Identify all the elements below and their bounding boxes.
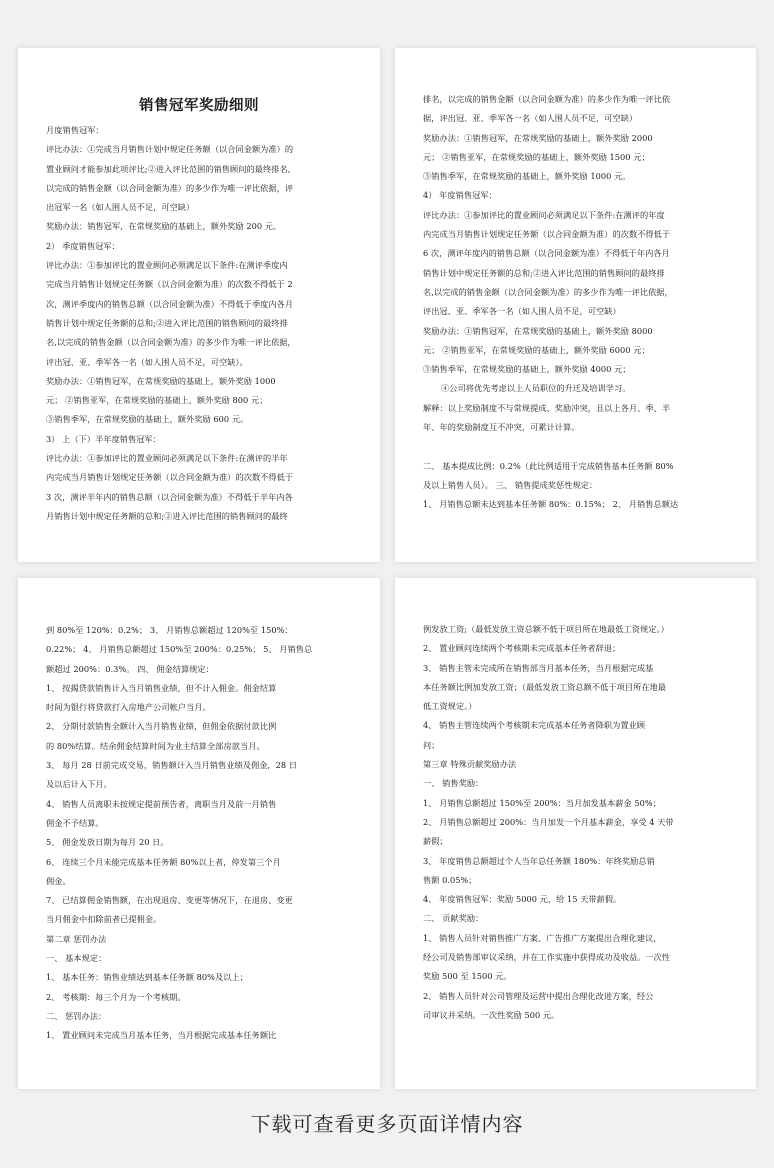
text-line: 评出冠、亚、季军各一名（如人围人员不足，可空缺） xyxy=(423,306,621,317)
text-line: 额超过 200%：0.3%。 四、 佣金结算规定： xyxy=(46,663,214,674)
document-page-3 xyxy=(18,578,380,1089)
text-line: 3、 每月 28 日前完成交易，销售额计入当月销售业绩及佣金，28 日 xyxy=(46,760,298,771)
text-line: 次，测评季度内的销售总额（以合同金额为准）不得低于季度内各月 xyxy=(46,298,294,309)
text-line: 元； ②销售亚军，在常规奖励的基础上，额外奖励 1500 元； xyxy=(423,151,650,162)
text-line: 第二章 惩罚办法 xyxy=(46,933,107,944)
text-line: 奖励 500 至 1500 元。 xyxy=(423,971,512,982)
text-line: 3、 年度销售总额超过个人当年总任务额 180%：年终奖励总销 xyxy=(423,855,655,866)
text-line: 奖励办法：①销售冠军，在常规奖励的基础上，额外奖励 2000 xyxy=(423,132,653,143)
text-line: 1、 销售人员针对销售推广方案、广告推广方案提出合理化建议， xyxy=(423,932,662,943)
text-line: 内完成当月销售计划规定任务额（以合同金额为准）的次数不得低于 xyxy=(423,229,671,240)
text-line: 司审议并采纳。一次性奖励 500 元。 xyxy=(423,1009,560,1020)
text-line: 佣金不予结算。 xyxy=(46,817,104,828)
text-line: 1、 月销售总额超过 150%至 200%：当月加发基本薪金 50%； xyxy=(423,797,661,808)
text-line: 奖励办法：①销售冠军，在常规奖励的基础上，额外奖励 8000 xyxy=(423,325,653,336)
text-line: 薪假； xyxy=(423,836,448,847)
text-line: 2、 分期付款销售全额计入当月销售业绩，但佣金依据付款比例 xyxy=(46,721,277,732)
text-line: 2、 考核期：每三个月为一个考核期。 xyxy=(46,991,186,1002)
document-title: 销售冠军奖励细则 xyxy=(139,97,259,114)
text-line: 名,以完成的销售金额（以合同金额为准）的多少作为唯一评比依据， xyxy=(423,286,673,297)
text-line: 6 次，测评年度内的销售总额（以合同金额为准）不得低于年内各月 xyxy=(423,248,670,259)
text-line: 及以后计入下月。 xyxy=(46,779,112,790)
text-line: 佣金。 xyxy=(46,875,71,886)
text-line: 当月佣金中扣除前者已提佣金。 xyxy=(46,914,162,925)
text-line: 3） 上（下）半年度销售冠军： xyxy=(46,433,161,444)
text-line: ③销售季军，在常规奖励的基础上，额外奖励 600 元。 xyxy=(46,414,249,425)
text-line: 月度销售冠军： xyxy=(46,125,104,135)
text-line: 销售计划中规定任务额的总和;②进入评比范围的销售顾问的最终排 xyxy=(46,317,288,328)
text-line: 售额 0.05%； xyxy=(423,874,477,885)
text-line: 一、 销售奖励： xyxy=(423,778,484,789)
text-line: 及以上销售人员）。 三、 销售提成奖惩性规定： xyxy=(423,479,598,490)
text-line: 0.22%； 4、 月销售总额超过 150%至 200%：0.25%； 5、 月销售总 xyxy=(46,644,313,655)
text-line: 排名，以完成的销售金额（以合同金额为准）的多少作为唯一评比依 xyxy=(423,94,671,104)
text-line: 评比办法：①参加评比的置业顾问必须满足以下条件:在测评的年度 xyxy=(423,209,665,220)
page-1-text xyxy=(46,121,352,526)
text-line: 二、 惩罚办法： xyxy=(46,1010,107,1021)
text-line: 2、 置业顾问连续两个考核期未完成基本任务者辞退； xyxy=(423,643,621,654)
text-line: 例发放工资;（最低发放工资总额不低于项目所在地最低工资规定。） xyxy=(423,624,669,634)
text-line: 置业顾问才能参加此项评比;②进入评比范围的销售顾问的最终排名, xyxy=(46,163,291,174)
text-line: 1、 按揭贷款销售计入当月销售业绩，但不计入佣金。佣金结算 xyxy=(46,682,277,693)
text-line: 以完成的销售金额（以合同金额为准）的多少作为唯一评比依据，评 xyxy=(46,182,294,193)
text-line: 评出冠、亚、季军各一名（如人围人员不足，可空缺）。 xyxy=(46,356,248,367)
text-line: ③销售季军，在常规奖励的基础上，额外奖励 4000 元； xyxy=(423,364,631,375)
text-line: 4、 销售主管连续两个考核期未完成基本任务者降职为置业顾 xyxy=(423,720,646,731)
text-line xyxy=(423,437,728,456)
document-page-2 xyxy=(395,48,756,562)
text-line: 解释：以上奖励制度不与常规提成、奖励冲突，且以上各月、季、半 xyxy=(423,402,671,413)
text-line: 经公司及销售部审议采纳，并在工作实施中获得成功及收益。一次性 xyxy=(423,952,671,963)
text-line: 完成当月销售计划规定任务额（以合同金额为准）的次数不得低于 2 xyxy=(46,279,293,290)
document-page-4 xyxy=(395,578,756,1089)
text-line: 低工资规定。） xyxy=(423,701,477,712)
text-line: 评比办法：①完成当月销售计划中规定任务额（以合同金额为准）的 xyxy=(46,144,294,155)
text-line: 月销售计划中规定任务额的总和;②进入评比范围的销售顾问的最终 xyxy=(46,510,288,521)
text-line: 2、 销售人员针对公司管理及运营中提出合理化改进方案，经公 xyxy=(423,990,654,1001)
text-line: 1、 置业顾问未完成当月基本任务，当月根据完成基本任务额比 xyxy=(46,1030,277,1041)
page-3-text xyxy=(46,621,352,1046)
text-line: 1、 月销售总额未达到基本任务额 80%：0.15%； 2、 月销售总额达 xyxy=(423,499,679,510)
text-line: 出冠军一名（如人围人员不足，可空缺） xyxy=(46,202,195,213)
text-line: 2、 月销售总额超过 200%：当月加发一个月基本薪金，享受 4 天带 xyxy=(423,816,674,827)
text-line: 问； xyxy=(423,739,440,750)
page-2-text xyxy=(423,90,728,515)
text-line: 名,以完成的销售金额（以合同金额为准）的多少作为唯一评比依据， xyxy=(46,337,296,348)
text-line: 销售计划中规定任务额的总和;②进入评比范围的销售顾问的最终排 xyxy=(423,267,665,278)
text-line: 到 80%至 120%：0.2%； 3、 月销售总额超过 120%至 150%： xyxy=(46,625,293,635)
text-line: 3 次，测评半年内的销售总额（以合同金额为准）不得低于半年内各 xyxy=(46,491,293,502)
text-line: 4） 年度销售冠军： xyxy=(423,190,497,201)
text-line: 评比办法：①参加评比的置业顾问必须满足以下条件:在测评的半年 xyxy=(46,453,288,464)
text-line: 奖励办法：销售冠军，在常规奖励的基础上，额外奖励 200 元。 xyxy=(46,221,282,232)
text-line: 第三章 特殊贡献奖励办法 xyxy=(423,759,517,770)
text-line: 据，评出冠、亚、季军各一名（如人围人员不足，可空缺） xyxy=(423,113,638,124)
text-line: 4、 销售人员离职未按规定提前预告者，离职当月及前一月销售 xyxy=(46,798,277,809)
page-4-text xyxy=(423,620,728,1025)
text-line: 二、 基本提成比例：0.2%（此比例适用于完成销售基本任务额 80% xyxy=(423,460,674,471)
text-line: 元； ②销售亚军，在常规奖励的基础上，额外奖励 6000 元； xyxy=(423,344,650,355)
text-line: 2） 季度销售冠军： xyxy=(46,240,120,251)
text-line: 4、 年度销售冠军：奖励 5000 元，给 15 天带薪假。 xyxy=(423,894,622,905)
text-line: ④公司将优先考虑以上人员职位的升迁及培训学习。 xyxy=(441,383,631,394)
text-line: 本任务额比例加发放工资；（最低发放工资总额不低于项目所在地最 xyxy=(423,681,667,692)
text-line: 5、 佣金发放日期为每月 20 日。 xyxy=(46,837,169,848)
text-line: 奖励办法：①销售冠军，在常规奖励的基础上，额外奖励 1000 xyxy=(46,375,276,386)
text-line: 1、 基本任务：销售业绩达到基本任务额 80%及以上； xyxy=(46,972,248,983)
text-line: 6、 连续三个月未能完成基本任务额 80%以上者，停发第三个月 xyxy=(46,856,281,867)
text-line: 二、 贡献奖励： xyxy=(423,913,484,924)
text-line: 7、 已结算佣金销售额，在出现退房、变更等情况下，在退房、变更 xyxy=(46,895,293,906)
text-line: ③销售季军，在常规奖励的基础上，额外奖励 1000 元。 xyxy=(423,171,631,182)
download-more-caption[interactable]: 下载可查看更多页面详情内容 xyxy=(250,1112,524,1136)
text-line: 3、 销售主管未完成所在销售部当月基本任务，当月根据完成基 xyxy=(423,662,654,673)
text-line: 元； ②销售亚军，在常规奖励的基础上，额外奖励 800 元； xyxy=(46,395,268,406)
text-line: 内完成当月销售计划规定任务额（以合同金额为准）的次数不得低于 xyxy=(46,472,294,483)
text-line: 评比办法：①参加评比的置业顾问必须满足以下条件:在测评季度内 xyxy=(46,260,288,271)
text-line: 时间为银行将贷款打入房地产公司帐户当月。 xyxy=(46,702,211,713)
text-line: 一、 基本规定： xyxy=(46,953,107,964)
text-line: 年、年的奖励制度互不冲突，可累计计算。 xyxy=(423,422,580,433)
document-page-1 xyxy=(18,48,380,562)
text-line: 的 80%结算。结余佣金结算时间为业主结算全部房款当月。 xyxy=(46,740,265,751)
